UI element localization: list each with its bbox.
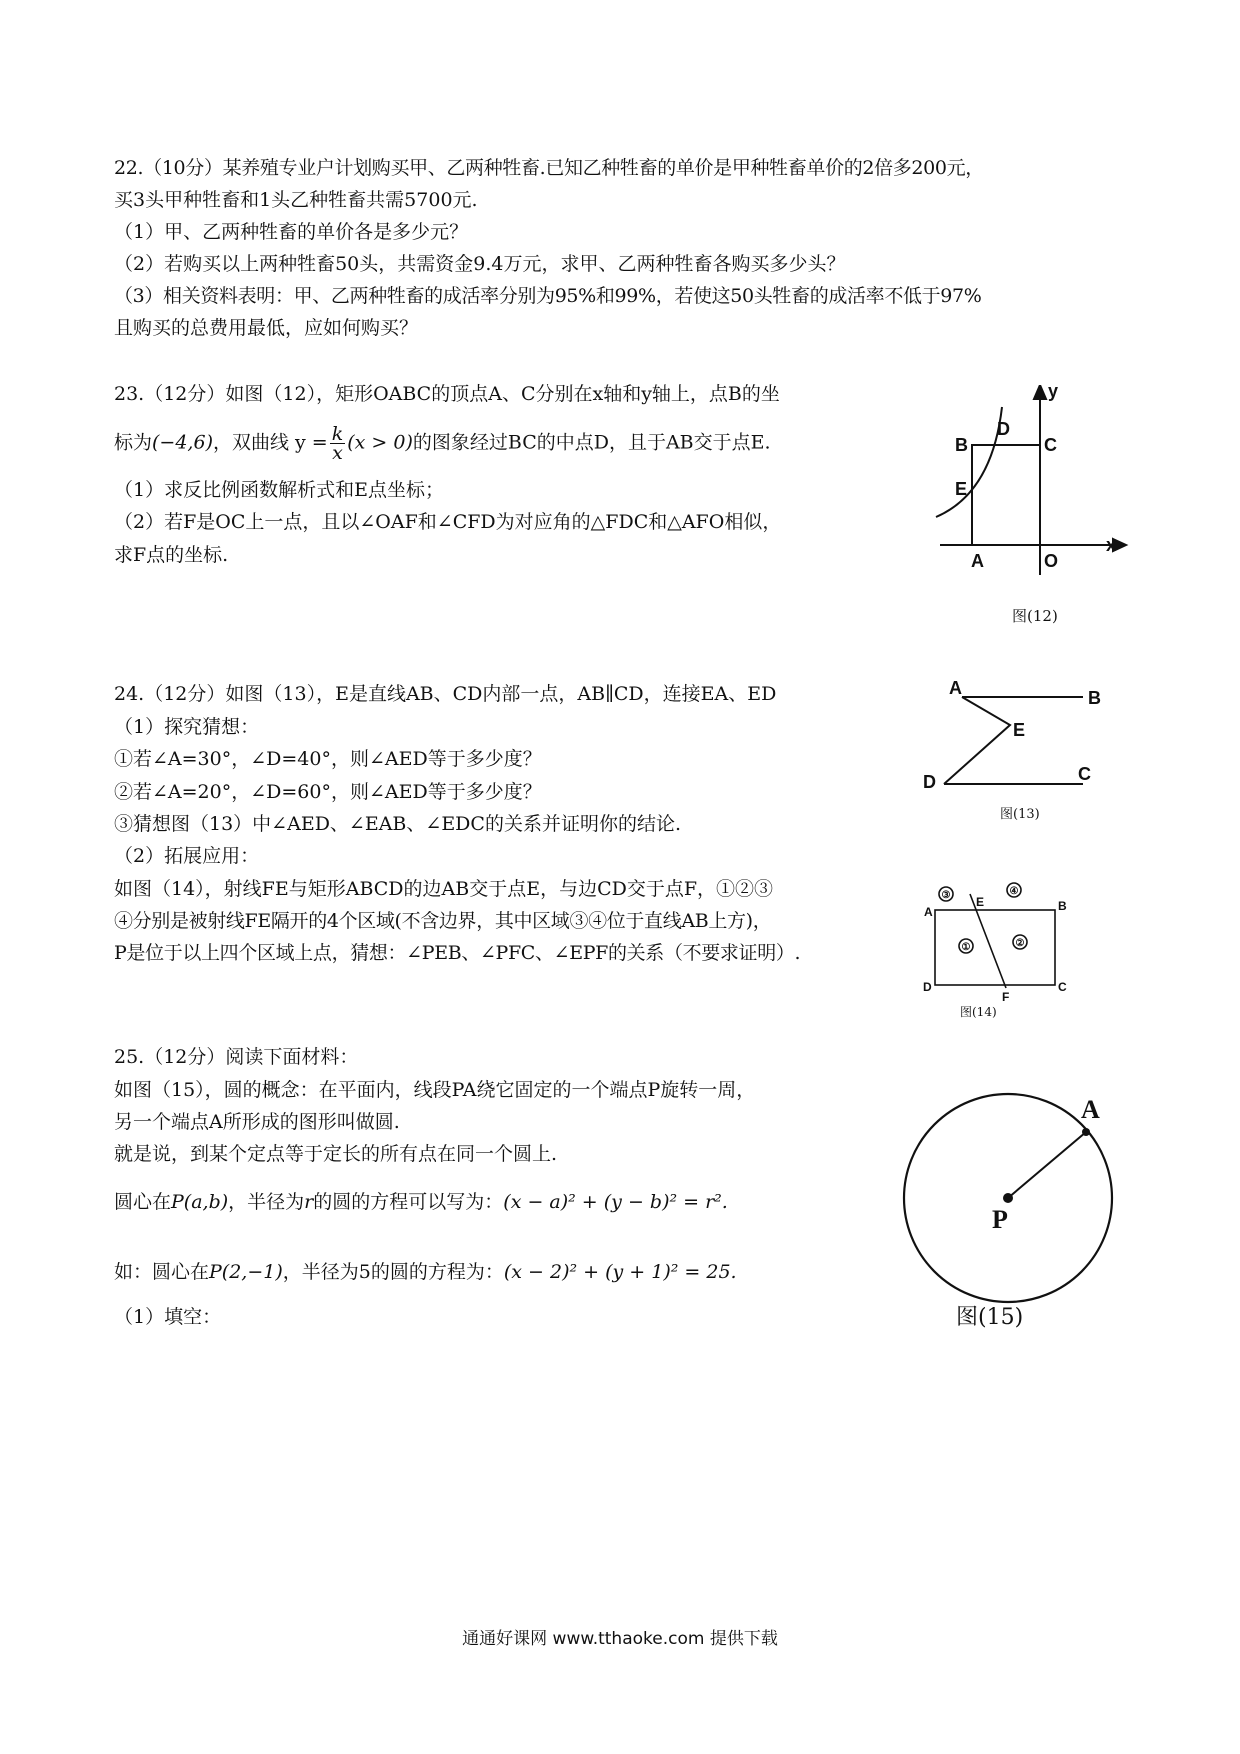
center-point-p [1003, 1193, 1013, 1203]
fig13-label-a: A [949, 680, 962, 698]
y-axis-arrow-icon [1034, 385, 1046, 399]
q22-part3-line1: （3）相关资料表明：甲、乙两种牲畜的成活率分别为95%和99%，若使这50头牲畜的成活率不低于97% [114, 285, 982, 307]
q23-line2-mid: ，双曲线 y = [212, 431, 328, 454]
fig14-label-e: E [976, 895, 985, 909]
q25-eq1-formula: (x − a)² + (y − b)² = r². [503, 1191, 728, 1213]
figure-14-caption: 图(14) [960, 1005, 997, 1019]
fig12-label-x: x [1106, 535, 1117, 555]
figure-14 [910, 880, 1085, 1005]
q23-line2 [114, 425, 771, 462]
q23-part2-line2: 求F点的坐标. [114, 544, 229, 566]
q25-line1: 25.（12分）阅读下面材料： [114, 1046, 359, 1068]
q25-eq1-mid2: 的圆的方程可以写为： [313, 1191, 504, 1213]
fig15-label-p: P [992, 1205, 1008, 1234]
fig14-label-a: A [924, 905, 933, 919]
q25-general-equation [114, 1190, 728, 1214]
figure-12-caption: 图(12) [1012, 607, 1058, 625]
q24-extend-line2: ④分别是被射线FE隔开的4个区域(不含边界，其中区域③④位于直线AB上方)， [114, 910, 772, 932]
q25-eq2-prefix: 如：圆心在 [114, 1261, 210, 1283]
q25-fill-in: （1）填空： [114, 1306, 222, 1328]
region-3-label: ③ [941, 890, 951, 901]
fig12-label-a: A [971, 551, 984, 571]
rectangle-oabc [972, 445, 1040, 545]
region-4-label: ④ [1009, 886, 1019, 897]
q24-case3: ③猜想图（13）中∠AED、∠EAB、∠EDC的关系并证明你的结论. [114, 813, 681, 835]
fig14-label-c: C [1058, 980, 1067, 994]
segment-pa [1008, 1132, 1086, 1198]
fig14-label-d: D [923, 980, 932, 994]
region-2-label: ② [1015, 938, 1025, 949]
q25-line4: 就是说，到某个定点等于定长的所有点在同一个圆上. [114, 1143, 558, 1165]
q22-line1: 22.（10分）某养殖专业户计划购买甲、乙两种牲畜.已知乙种牲畜的单价是甲种牲畜单价的2倍多200元， [114, 157, 984, 179]
hyperbola-curve [936, 407, 1002, 517]
q24-part1: （1）探究猜想： [114, 716, 260, 738]
fig12-label-y: y [1048, 385, 1059, 401]
q25-example-equation [114, 1260, 737, 1284]
q23-line2-prefix: 标为 [114, 431, 153, 454]
fig12-label-c: C [1044, 435, 1057, 455]
q23-line2-suffix: 的图象经过BC的中点D，且于AB交于点E. [412, 431, 771, 454]
fig14-label-b: B [1058, 899, 1067, 913]
q23-line1: 23.（12分）如图（12），矩形OABC的顶点A、C分别在x轴和y轴上，点B的坐 [114, 383, 780, 405]
q25-eq1-radius: r [304, 1191, 314, 1213]
q24-extend-line3: P是位于以上四个区域上点，猜想：∠PEB、∠PFC、∠EPF的关系（不要求证明）. [114, 942, 801, 964]
q23-fraction [330, 425, 346, 462]
fig13-label-d: D [923, 772, 936, 792]
q23-part2-line1: （2）若F是OC上一点，且以∠OAF和∠CFD为对应角的△FDC和△AFO相似， [114, 511, 782, 533]
fig13-label-c: C [1078, 764, 1091, 784]
footer-source: 通通好课网 www.tthaoke.com 提供下载 [462, 1629, 778, 1649]
fig13-label-e: E [1013, 720, 1026, 740]
q22-part1: （1）甲、乙两种牲畜的单价各是多少元？ [114, 221, 469, 243]
q23-point-b: (−4,6) [152, 431, 213, 454]
rectangle-abcd [935, 910, 1055, 985]
q23-domain: (x > 0) [347, 431, 413, 454]
point-a [1082, 1128, 1090, 1136]
q24-part2: （2）拓展应用： [114, 845, 260, 867]
q22-line2: 买3头甲种牲畜和1头乙种牲畜共需5700元. [114, 189, 478, 211]
figure-13 [915, 680, 1130, 810]
q24-line1: 24.（12分）如图（13），E是直线AB、CD内部一点，AB∥CD，连接EA、ED [114, 683, 777, 705]
q25-eq2-formula: (x − 2)² + (y + 1)² = 25. [503, 1261, 737, 1283]
q23-frac-numerator: k [331, 423, 344, 445]
q25-eq2-center: P(2,−1) [209, 1261, 283, 1283]
figure-15-caption: 图(15) [956, 1305, 1024, 1330]
q25-eq1-mid: ，半径为 [228, 1191, 305, 1213]
broken-line-aed [944, 697, 1010, 784]
q25-eq1-prefix: 圆心在 [114, 1191, 172, 1213]
q23-part1: （1）求反比例函数解析式和E点坐标； [114, 479, 444, 501]
q25-eq2-mid: ，半径为5的圆的方程为： [282, 1261, 504, 1283]
q22-part2: （2）若购买以上两种牲畜50头，共需资金9.4万元，求甲、乙两种牲畜各购买多少头？ [114, 253, 846, 275]
q24-extend-line1: 如图（14），射线FE与矩形ABCD的边AB交于点E，与边CD交于点F，①②③ [114, 878, 774, 900]
fig12-label-o: O [1044, 551, 1059, 571]
q24-case2: ②若∠A=20°，∠D=60°，则∠AED等于多少度？ [114, 781, 542, 803]
q23-frac-denominator: x [332, 442, 343, 464]
fig14-label-f: F [1002, 990, 1010, 1004]
region-1-label: ① [961, 942, 971, 953]
figure-13-caption: 图(13) [1000, 807, 1040, 822]
fig12-label-e: E [955, 479, 968, 499]
q25-line2: 如图（15），圆的概念：在平面内，线段PA绕它固定的一个端点P旋转一周， [114, 1079, 756, 1101]
fig15-label-a: A [1081, 1095, 1100, 1124]
q25-eq1-center: P(a,b) [171, 1191, 229, 1213]
q24-case1: ①若∠A=30°，∠D=40°，则∠AED等于多少度？ [114, 748, 542, 770]
q25-line3: 另一个端点A所形成的图形叫做圆. [114, 1111, 400, 1133]
figure-12 [930, 385, 1130, 575]
fig12-label-d: D [997, 419, 1010, 439]
fig12-label-b: B [955, 435, 968, 455]
fig13-label-b: B [1088, 688, 1101, 708]
q22-part3-line2: 且购买的总费用最低，应如何购买？ [114, 317, 419, 339]
figure-15 [890, 1078, 1130, 1318]
